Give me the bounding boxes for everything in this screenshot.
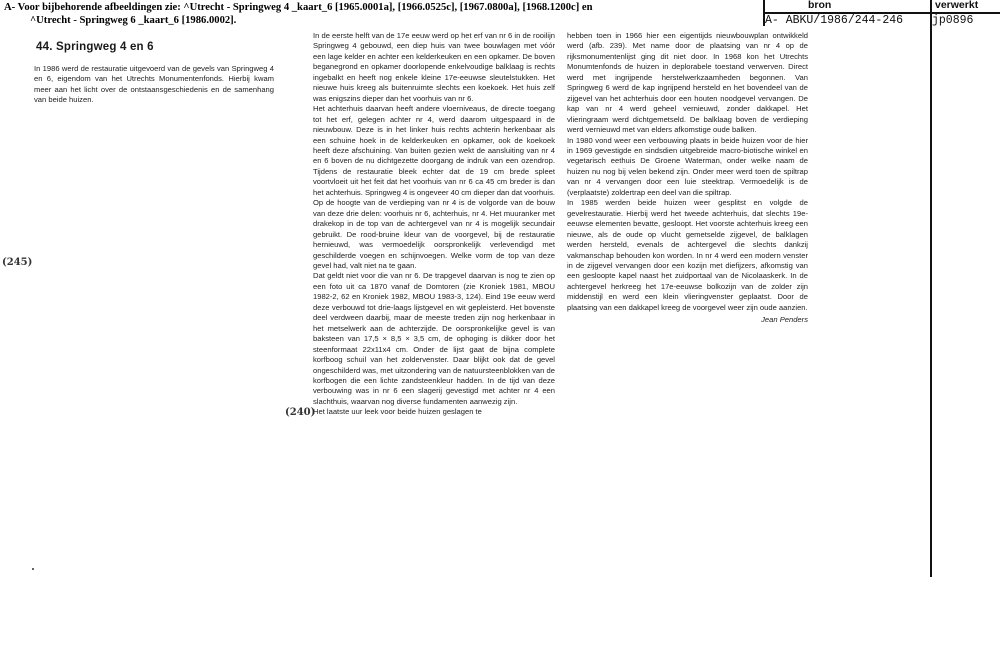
paragraph: In de eerste helft van de 17e eeuw werd op het erf van nr 6 in de rooilijn Springweg 4 gebouwd, een diep huis van twee bouwlagen met vóór een lage kelder en achter een kelderkeuken en een opkamer. De boven beganegrond en opkamer doorlopende enkelvoudige balklaag is rechts ingebalkt en heeft nog enkele kleine 17e-eeuwse sleutelstukken. Het nieuwe huis kreeg als buitenruimte slechts een koekoek. Het huis zelf was enigszins dieper dan het voorhuis van nr 6. [313, 31, 555, 103]
text-column-3 [567, 31, 808, 326]
archive-header [4, 1, 744, 27]
margin-note-240: (240) [285, 407, 316, 418]
margin-note-245: (245) [2, 257, 33, 268]
paragraph: Het laatste uur leek voor beide huizen geslagen te [313, 407, 482, 417]
paragraph: In 1986 werd de restauratie uitgevoerd van de gevels van Springweg 4 en 6, eigendom van het Utrechts Monumentenfonds. Hierbij kwam meer aan het licht over de ontstaansgeschiedenis en de samenhang van beide huizen. [34, 64, 274, 105]
author-signature: Jean Penders [761, 315, 808, 325]
cell-verwerkt: jp0896 [932, 14, 974, 27]
scan-speck [32, 568, 34, 570]
paragraph: Dat geldt niet voor die van nr 6. De trapgevel daarvan is nog te zien op een foto uit ca 1870 vanaf de Domtoren (zie Kroniek 1981, MBOU 1982-2, 62 en Kroniek 1982, MBOU 1983-3, 124). Eind 19e eeuw werd deze verbouwd tot drie-laags lijstgevel en wit gepleisterd. Het bovenste deel verdween daarbij, maar de meeste treden zijn nog herkenbaar in het metselwerk aan de achterzijde. De oorspronkelijke gevel is van baksteen van 17,5 × 8,5 × 3,5 cm, de ophoging is dikker door het steenformaat 22x11x4 cm. Onder de lijst gaat de bijna complete korfboog schuil van het zoldervenster. Daar blijkt ook dat de gevel ongeschilderd was, met uitzondering van de natuursteenblokken van de korfbogen die een lichte zandsteenkleur hadden. In de tijd van deze verbouwing was in nr 6 een slagerij gevestigd met achter nr 4 een slachthuis, waarvan nog diverse fundamenten aanwezig zijn. [313, 271, 555, 406]
table-header-rule [763, 12, 1000, 14]
column-header-verwerkt: verwerkt [935, 0, 979, 11]
column-header-bron: bron [808, 0, 832, 11]
article-title: 44. Springweg 4 en 6 [36, 41, 154, 53]
paragraph: Het achterhuis daarvan heeft andere vloerniveaus, de directe toegang tot het erf, gelegen achter nr 4, werd daarom uitgespaard in de nieuwbouw. Deze is in het linker huis rechts achterin herkenbaar als een schuine hoek in de kelderkeuken en opkamer, ook de koekoek heeft deze afschuining. Van buiten gezien wekt de aansluiting van nr 4 en 6 boven de nu dichtgezette doorgang de indruk van een ozendrop. Tijdens de restauratie bleek echter dat de 19 cm brede spleet voortvloeit uit het feit dat het voorhuis van nr 6 ca 45 cm breder is dan het achterhuis. Springweg 4 is ongeveer 40 cm dieper dan dat voorhuis. Op de hoogte van de verdieping van nr 4 is de volgorde van de bouw van deze drie delen: voorhuis nr 6, achterhuis, nr 4. Het muuranker met drakekop in de top van de achtergevel van nr 4 is mogelijk secundair gebruikt. De rood-bruine kleur van de voorgevel, bij de restauratie hernieuwd, was vermoedelijk oorspronkelijk verlevendigd met geschilderde voegen en schijnvoegen. Welke vorm de top van deze gevel had, valt niet na te gaan. [313, 104, 555, 270]
table-border-left [763, 0, 765, 26]
table-border-middle [930, 0, 932, 577]
text-column-2 [313, 31, 555, 418]
header-line-1: A- Voor bijbehorende afbeeldingen zie: ^Utrecht - Springweg 4 _kaart_6 [1965.0001a], [1966.0525c], [1967.0800a], [1968.1200c] en [4, 2, 593, 13]
header-line-2: ^Utrecht - Springweg 6 _kaart_6 [1986.0002]. [30, 15, 237, 26]
paragraph: hebben toen in 1966 hier een eigentijds nieuwbouwplan ontwikkeld werd (afb. 239). Met name door de plaatsing van nr 4 op de rijksmonumentenlijst ging dit niet door. In 1968 kon het Utrechts Monumtenfonds de huizen in deplorabele toestand verwerven. Direct werd met ingrijpende herstelwerkzaamheden begonnen. Van Springweg 6 werd de kap ingrijpend hersteld en het bovendeel van de zijgevel van het achterhuis door een houten noodgevel vervangen. De kap van nr 4 werd geheel vernieuwd, zonder dakkapel. Het vlieringraam werd dichtgemetseld. De balklaag boven de verdieping werd vernieuwd met van elders afkomstige oude balken. [567, 31, 808, 135]
paragraph: In 1980 vond weer een verbouwing plaats in beide huizen voor de hier in 1969 gevestigde en sindsdien uitgebreide macro-biotische winkel en vegetarisch eethuis De Groene Waterman, onder welke naam de huizen nu nog bij velen bekend zijn. Onder meer werd toen de spiltrap van nr 4 vervangen door een luie steektrap. Vermoedelijk is de (verplaatste) zoldertrap een deel van die spiltrap. [567, 135, 808, 197]
cell-bron: A- ABKU/1986/244-246 [765, 14, 904, 27]
text-column-1 [34, 64, 274, 106]
paragraph: In 1985 werden beide huizen weer gesplitst en volgde de gevelrestauratie. Hierbij werd het tweede achterhuis, dat slechts 19e-eeuwse elementen bevatte, gesloopt. Het voorste achterhuis kreeg een nieuwe, als de oude op vlucht gemetselde zijgevel, de balklagen werden hersteld, evenals de achtergevel die slechts dankzij vakmanschap behouden kon worden. In nr 4 werd een modern venster in de zijgevel vervangen door een kozijn met diefijzers, afkomstig van een gesloopte kapel naast het zuidportaal van de Nicolaaskerk. In de achtergevel herkreeg het 17e-eeuwse bolkozijn van de zolder zijn middenstijl en werd een klein vlieringvenster geplaatst. Door de plaatsing van een dakkapel kreeg de voorgevel weer zijn oude aanzien. [567, 198, 808, 312]
